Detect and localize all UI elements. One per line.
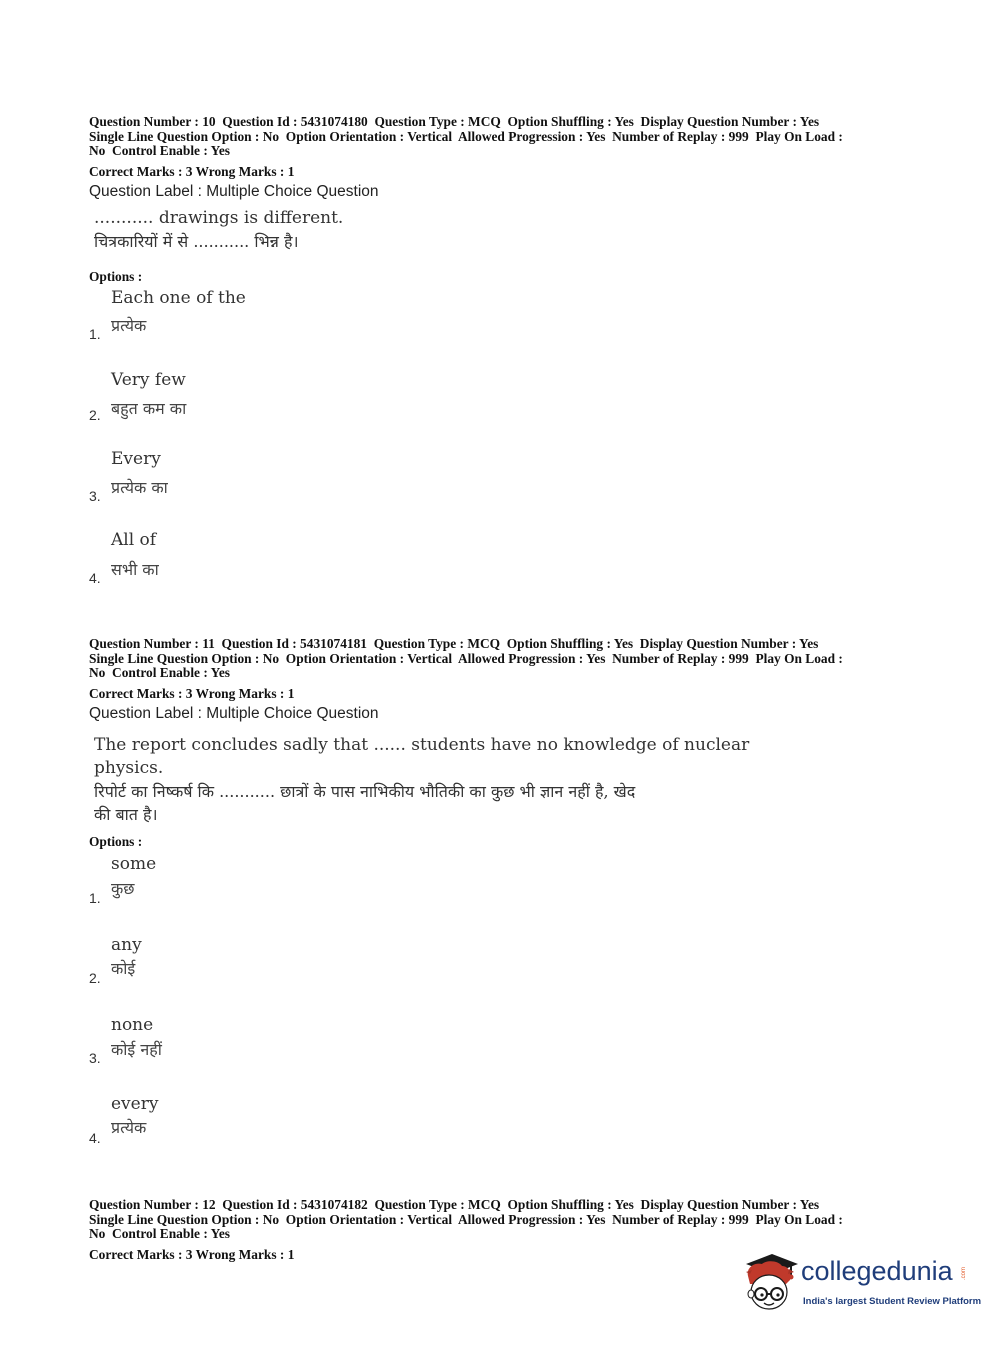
graduate-mascot-icon <box>740 1250 800 1320</box>
question-10-option-2-en: Very few <box>111 370 186 390</box>
question-11-option-4-en: every <box>111 1094 159 1114</box>
question-10-options-label: Options : <box>89 269 143 284</box>
question-11-option-3-en: none <box>111 1015 154 1035</box>
question-10-text-en: ........... drawings is different. <box>94 208 344 228</box>
question-10-option-1-number: 1. <box>89 326 101 342</box>
logo-tagline: India's largest Student Review Platform <box>803 1296 982 1307</box>
question-11-text-hi-line-2: की बात है। <box>94 805 158 824</box>
question-10-text <box>94 207 343 253</box>
question-11-text <box>94 734 749 826</box>
question-10-option-4-hi: सभी का <box>111 560 159 579</box>
question-11-option-1-number: 1. <box>89 890 101 906</box>
question-11-option-3-number: 3. <box>89 1050 101 1066</box>
question-11-marks: Correct Marks : 3 Wrong Marks : 1 <box>89 686 295 701</box>
question-10-text-hi: चित्रकारियों में से ........... भिन्न है। <box>94 232 299 251</box>
question-11-option-3-hi: कोई नहीं <box>111 1040 162 1059</box>
question-10-marks: Correct Marks : 3 Wrong Marks : 1 <box>89 164 295 179</box>
question-11-option-1-hi: कुछ <box>111 879 135 898</box>
question-11-options-label: Options : <box>89 834 143 849</box>
question-10-option-1-en: Each one of the <box>111 288 246 308</box>
logo-com-suffix: .com <box>961 1266 967 1280</box>
question-10-option-2-number: 2. <box>89 407 101 423</box>
question-12-marks: Correct Marks : 3 Wrong Marks : 1 <box>89 1247 295 1262</box>
question-11-option-4-hi: प्रत्येक <box>111 1118 147 1137</box>
question-10-option-2-hi: बहुत कम का <box>111 399 187 418</box>
question-10-option-4-number: 4. <box>89 570 101 586</box>
question-10-option-3-number: 3. <box>89 488 101 504</box>
question-11-label: Question Label : Multiple Choice Question <box>89 705 379 722</box>
question-10-option-4-en: All of <box>111 530 157 550</box>
question-11-option-4-number: 4. <box>89 1130 101 1146</box>
question-11-meta: Question Number : 11 Question Id : 5431074181 Question Type : MCQ Option Shuffling : Yes Display Question Number : Yes Single Line Question Option : No Option Orientation : Vertical Allowed Progression : Yes Number of Replay : 999 Play On Load : No Control Enable : Yes <box>89 636 843 681</box>
question-10-label: Question Label : Multiple Choice Question <box>89 183 379 200</box>
collegedunia-logo <box>740 1250 982 1320</box>
question-10-option-3-hi: प्रत्येक का <box>111 478 168 497</box>
question-11-text-hi-line-1: रिपोर्ट का निष्कर्ष कि ........... छात्रों के पास नाभिकीय भौतिकी का कुछ भी ज्ञान नहीं है, खेद <box>94 782 636 801</box>
question-11-option-1-en: some <box>111 854 157 874</box>
question-11-option-2-hi: कोई <box>111 959 136 978</box>
question-10-meta: Question Number : 10 Question Id : 5431074180 Question Type : MCQ Option Shuffling : Yes Display Question Number : Yes Single Line Question Option : No Option Orientation : Vertical Allowed Progression : Yes Number of Replay : 999 Play On Load : No Control Enable : Yes <box>89 114 843 159</box>
question-11-option-2-en: any <box>111 935 142 955</box>
question-11-option-2-number: 2. <box>89 970 101 986</box>
question-11-text-en-line-2: physics. <box>94 758 164 778</box>
question-10-option-3-en: Every <box>111 449 161 469</box>
question-10-option-1-hi: प्रत्येक <box>111 316 147 335</box>
logo-wordmark: collegedunia <box>801 1256 953 1286</box>
question-11-text-en-line-1: The report concludes sadly that ...... students have no knowledge of nuclear <box>94 735 750 755</box>
question-12-meta: Question Number : 12 Question Id : 5431074182 Question Type : MCQ Option Shuffling : Yes Display Question Number : Yes Single Line Question Option : No Option Orientation : Vertical Allowed Progression : Yes Number of Replay : 999 Play On Load : No Control Enable : Yes <box>89 1197 843 1242</box>
